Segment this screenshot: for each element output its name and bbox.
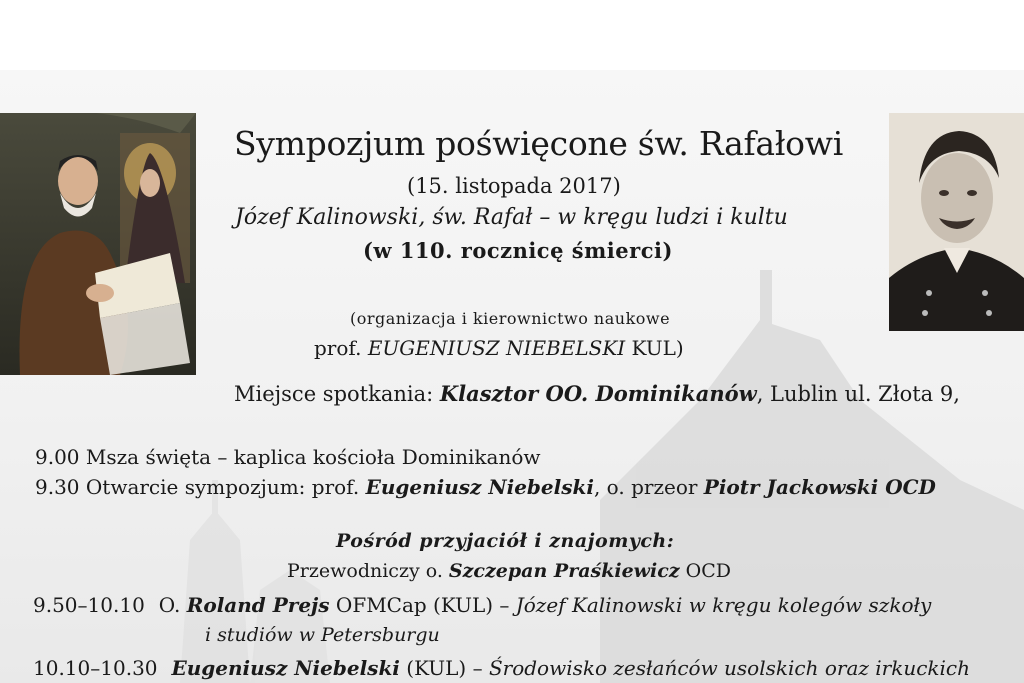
schedule-text: Otwarcie sympozjum: prof. — [79, 475, 366, 499]
talk-time: 9.50–10.10 — [33, 593, 145, 617]
symposium-date: (15. listopada 2017) — [407, 174, 621, 198]
saint-rafal-painting — [0, 113, 196, 375]
talk-item — [33, 593, 931, 617]
talk-prefix: O. — [158, 593, 187, 617]
chair-name: Szczepan Praśkiewicz — [448, 560, 680, 582]
top-white-band — [0, 0, 1024, 70]
venue-line — [234, 381, 960, 406]
kalinowski-photograph — [889, 113, 1024, 331]
chair-label: Przewodniczy o. — [287, 560, 449, 582]
organizer-line — [314, 336, 684, 360]
talk-affiliation: (KUL) – — [399, 656, 489, 680]
chair-suffix: OCD — [679, 560, 732, 582]
schedule-text: Msza święta – kaplica kościoła Dominikanów — [79, 445, 541, 469]
organization-line: (organizacja i kierownictwo naukowe — [350, 309, 671, 328]
talk-item — [33, 656, 970, 680]
symposium-title: Sympozjum poświęcone św. Rafałowi — [234, 124, 843, 163]
schedule-item — [35, 445, 541, 469]
talk-affiliation: OFMCap (KUL) – — [329, 593, 516, 617]
schedule-item — [35, 475, 936, 499]
section-title: Pośród przyjaciół i znajomych: — [336, 530, 675, 552]
schedule-time: 9.30 — [35, 475, 80, 499]
organizer-suffix: KUL) — [625, 336, 684, 360]
talk-title-continuation: i studiów w Petersburgu — [205, 624, 440, 646]
talk-time: 10.10–10.30 — [33, 656, 158, 680]
talk-speaker: Eugeniusz Niebelski — [171, 656, 400, 680]
symposium-subtitle: Józef Kalinowski, św. Rafał – w kręgu ludzi i kultu — [235, 205, 788, 230]
schedule-name: Piotr Jackowski OCD — [703, 475, 936, 499]
venue-place: Klasztor OO. Dominikanów — [439, 381, 757, 406]
talk-title: Józef Kalinowski w kręgu kolegów szkoły — [515, 593, 932, 617]
talk-speaker: Roland Prejs — [186, 593, 330, 617]
organizer-name: EUGENIUSZ NIEBELSKI — [367, 336, 626, 360]
schedule-name: Eugeniusz Niebelski — [365, 475, 594, 499]
venue-address: , Lublin ul. Złota 9, — [756, 382, 960, 406]
organizer-prefix: prof. — [314, 336, 368, 360]
venue-label: Miejsce spotkania: — [234, 382, 440, 406]
anniversary-line: (w 110. rocznicę śmierci) — [363, 238, 673, 263]
chair-line — [287, 560, 731, 582]
schedule-time: 9.00 — [35, 445, 80, 469]
schedule-text-mid: , o. przeor — [593, 475, 704, 499]
talk-title: Środowisko zesłańców usolskich oraz irkuckich — [488, 656, 971, 680]
